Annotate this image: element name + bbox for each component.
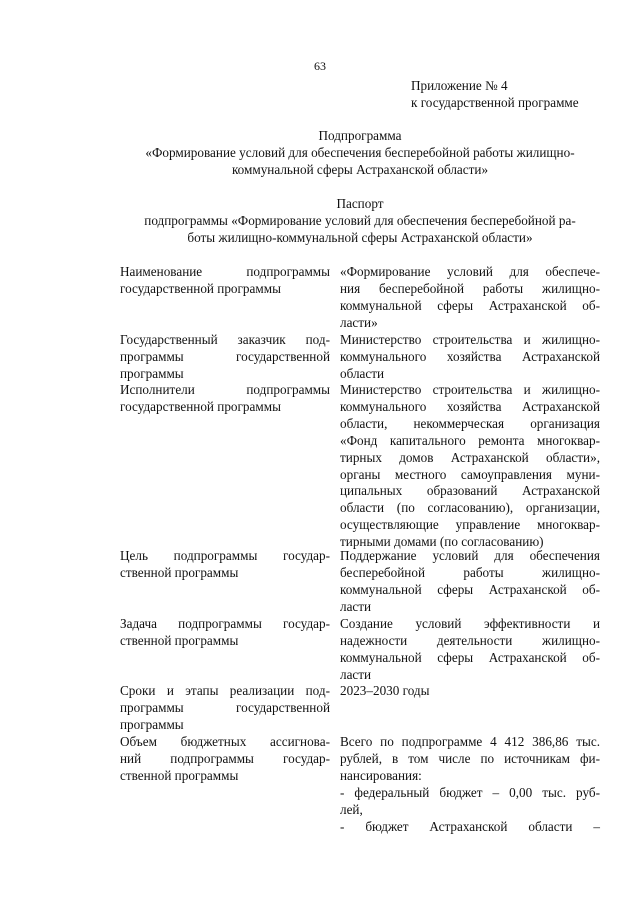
value-line: нансирования: (340, 767, 422, 783)
value-line: осуществляющие управление многоквар- (340, 517, 600, 533)
passport-row-label (120, 548, 330, 582)
passport-row-label (120, 616, 330, 650)
label-line: программы (120, 716, 184, 732)
value-line: Создание условий эффективности и (340, 616, 600, 631)
passport-row-label (120, 264, 330, 298)
label-line: Наименование подпрограммы (120, 264, 330, 279)
passport-row-value (340, 548, 600, 616)
passport-row-label (120, 382, 330, 416)
value-line: органы местного самоуправления муни- (340, 466, 600, 482)
label-line: государственной программы (120, 280, 281, 296)
value-line: ласти (340, 666, 372, 682)
passport-row-value (340, 382, 600, 551)
label-line: Цель подпрограммы государ- (120, 548, 330, 563)
label-line: Сроки и этапы реализации под- (120, 683, 330, 698)
label-line: программы (120, 365, 184, 381)
passport-row-value (340, 734, 600, 835)
value-line: коммунального хозяйства Астраханской (340, 348, 600, 364)
label-line: ний подпрограммы государ- (120, 750, 330, 766)
value-line: бесперебойной работы жилищно- (340, 564, 600, 580)
value-line: Министерство строительства и жилищно- (340, 332, 600, 347)
value-line: коммунального хозяйства Астраханской (340, 398, 600, 414)
value-line: коммунальной сферы Астраханской об- (340, 297, 600, 313)
value-line: Всего по подпрограмме 4 412 386,86 тыс. (340, 734, 600, 749)
subprogram-title-line-1: «Формирование условий для обеспечения бесперебойной работы жилищно- (145, 144, 575, 160)
passport-row-value (340, 616, 600, 684)
value-line: - федеральный бюджет – 0,00 тыс. руб- (340, 784, 600, 800)
value-line: ципальных образований Астраханской (340, 483, 600, 499)
value-line: 2023–2030 годы (340, 683, 430, 698)
appendix-line-2: к государственной программе (411, 94, 579, 110)
passport-row-value (340, 332, 600, 383)
label-line: ственной программы (120, 632, 239, 648)
value-line: тирных домов Астраханской области», (340, 449, 600, 465)
passport-heading: Паспорт (336, 196, 384, 211)
value-line: «Формирование условий для обеспече- (340, 264, 600, 279)
label-line: государственной программы (120, 398, 281, 414)
value-line: ния бесперебойной работы жилищно- (340, 280, 600, 296)
label-line: Государственный заказчик под- (120, 332, 330, 347)
value-line: Министерство строительства и жилищно- (340, 382, 600, 397)
value-line: рублей, в том числе по источникам фи- (340, 750, 600, 766)
value-line: лей, (340, 801, 363, 817)
passport-row-value (340, 264, 600, 332)
page-number: 63 (314, 59, 326, 73)
appendix-line-1: Приложение № 4 (411, 78, 508, 93)
passport-row-value (340, 683, 600, 700)
passport-title-line-2: боты жилищно-коммунальной сферы Астраханской области» (187, 229, 533, 245)
value-line: надежности деятельности жилищно- (340, 632, 600, 648)
value-line: коммунальной сферы Астраханской об- (340, 649, 600, 665)
value-line: коммунальной сферы Астраханской об- (340, 581, 600, 597)
label-line: Объем бюджетных ассигнова- (120, 734, 330, 749)
label-line: Исполнители подпрограммы (120, 382, 330, 397)
value-line: - бюджет Астраханской области – (340, 818, 600, 834)
label-line: ственной программы (120, 564, 239, 580)
value-line: ласти (340, 598, 372, 614)
value-line: области, некоммерческая организация (340, 415, 600, 431)
label-line: Задача подпрограммы государ- (120, 616, 330, 631)
passport-title (110, 196, 610, 247)
subprogram-title-line-2: коммунальной сферы Астраханской области» (231, 161, 489, 177)
passport-title-line-1: подпрограммы «Формирование условий для обеспечения бесперебойной ра- (144, 212, 576, 228)
value-line: области (340, 365, 385, 381)
passport-row-label (120, 683, 330, 734)
value-line: Поддержание условий для обеспечения (340, 548, 600, 563)
value-line: тирными домами (по согласованию) (340, 534, 544, 550)
label-line: программы государственной (120, 348, 330, 364)
label-line: программы государственной (120, 699, 330, 715)
value-line: «Фонд капитального ремонта многоквар- (340, 432, 600, 448)
passport-row-label (120, 734, 330, 785)
appendix-note (411, 78, 621, 112)
subprogram-title (110, 128, 610, 179)
value-line: ласти» (340, 314, 378, 330)
passport-row-label (120, 332, 330, 383)
subprogram-heading: Подпрограмма (318, 128, 402, 143)
label-line: ственной программы (120, 767, 239, 783)
value-line: области (по согласованию), организации, (340, 500, 600, 516)
